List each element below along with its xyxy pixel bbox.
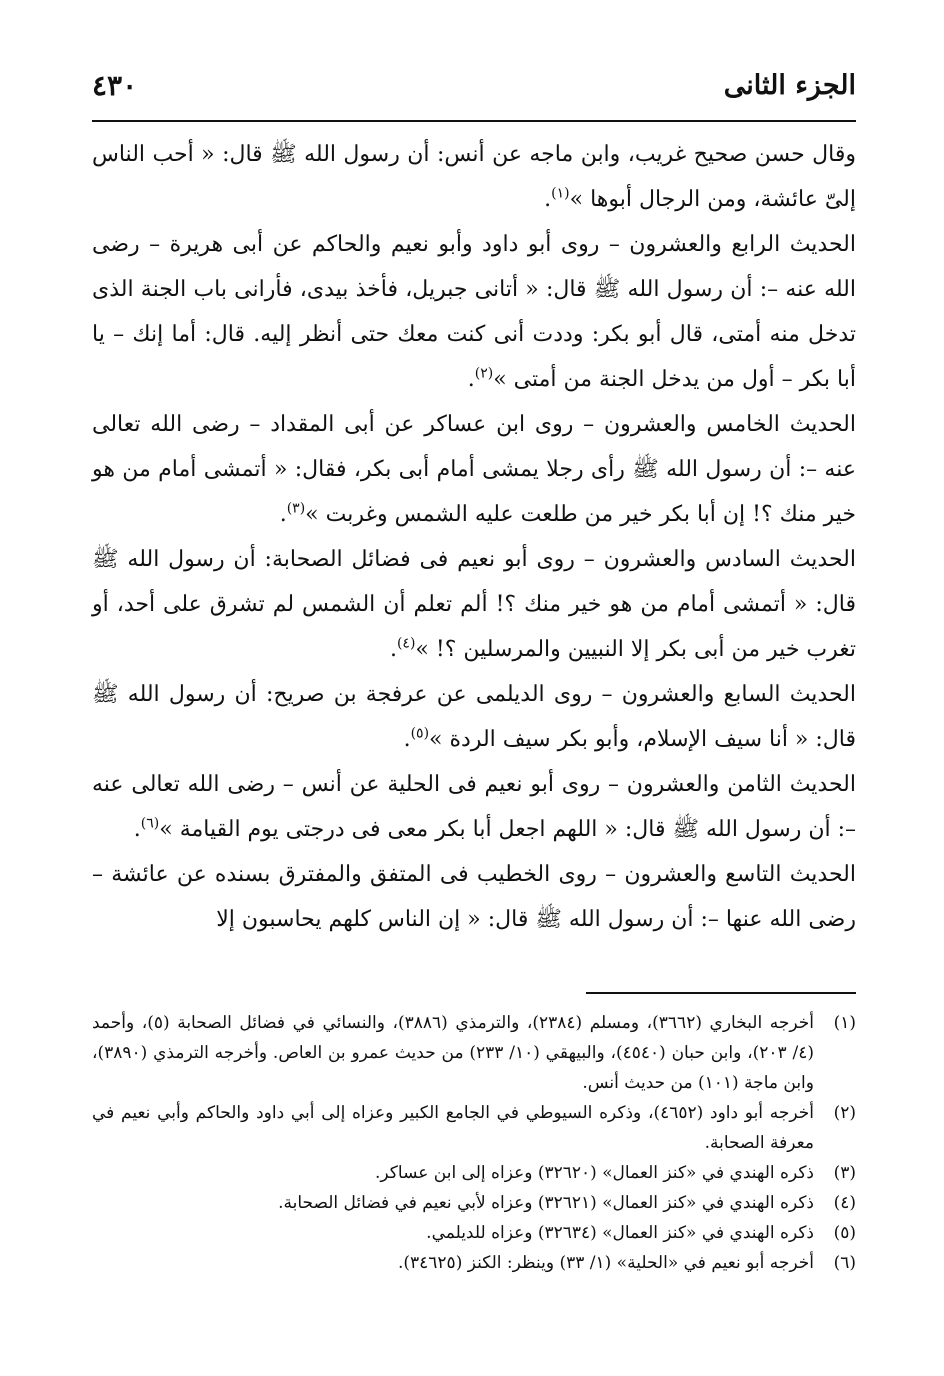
footnote-ref: (٣) <box>286 500 306 517</box>
paragraph-text: الحديث التاسع والعشرون – روى الخطيب فى المتفق والمفترق بسنده عن عائشة – رضى الله عنها –: أن رسول الله ﷺ قال: « إن الناس كلهم يحاسبون إلا <box>92 862 856 932</box>
footnote-text: أخرجه البخاري (٣٦٦٢)، ومسلم (٢٣٨٤)، والترمذي (٣٨٨٦)، والنسائي في فضائل الصحابة (٥)، وأحمد (٤/ ٢٠٣)، وابن حبان (٤٥٤٠)، والبيهقي (١٠/ ٢٣٣) من حديث عمرو بن العاص. وأخرجه الترمذي (٣٨٩٠)، وابن ماجة (١٠١) من حديث أنس. <box>92 1013 815 1093</box>
footnote-number: (٤) <box>833 1193 856 1213</box>
footnote-number: (٢) <box>833 1103 856 1123</box>
paragraph-end: . <box>389 637 397 662</box>
footnote-text: أخرجه أبو داود (٤٦٥٢)، وذكره السيوطي في الجامع الكبير وعزاه إلى أبي داود والحاكم وأبي نعيم في معرفة الصحابة. <box>92 1103 814 1153</box>
footnote-number: (٥) <box>833 1223 856 1243</box>
paragraph <box>92 402 856 537</box>
footnote-ref: (١) <box>551 185 570 202</box>
footnote-number: (١) <box>833 1013 856 1033</box>
footnote-ref: (٥) <box>410 725 430 742</box>
footnote-number: (٣) <box>833 1163 856 1183</box>
volume-title: الجزء الثانى <box>723 70 856 101</box>
footnote-ref: (٤) <box>396 635 416 652</box>
paragraph-end: . <box>544 187 552 212</box>
paragraph-text: الحديث السابع والعشرون – روى الديلمى عن عرفجة بن صريح: أن رسول الله ﷺ قال: « أنا سيف الإسلام، وأبو بكر سيف الردة » <box>92 682 856 752</box>
footnotes <box>92 1008 856 1278</box>
paragraph-end: . <box>279 502 287 527</box>
paragraph-text: الحديث الثامن والعشرون – روى أبو نعيم فى الحلية عن أنس – رضى الله تعالى عنه –: أن رسول الله ﷺ قال: « اللهم اجعل أبا بكر معى فى درجتى يوم القيامة » <box>92 772 856 842</box>
header-divider <box>92 120 856 122</box>
footnote <box>92 1188 856 1218</box>
paragraph <box>92 537 856 672</box>
footnote-text: ذكره الهندي في «كنز العمال» (٣٢٦٢١) وعزاه لأبي نعيم في فضائل الصحابة. <box>278 1193 814 1213</box>
footnote <box>92 1248 856 1278</box>
page-header <box>92 66 856 106</box>
footnote-divider <box>586 992 856 994</box>
paragraph <box>92 132 856 222</box>
footnote-text: أخرجه أبو نعيم في «الحلية» (١/ ٣٣) وينظر: الكنز (٣٤٦٢٥). <box>397 1253 814 1273</box>
paragraph-end: . <box>133 817 141 842</box>
footnote-ref: (٢) <box>474 365 494 382</box>
paragraph <box>92 222 856 402</box>
paragraph-text: الحديث الرابع والعشرون – روى أبو داود وأبو نعيم والحاكم عن أبى هريرة – رضى الله عنه –: أن رسول الله ﷺ قال: « أتانى جبريل، فأخذ بيدى، فأرانى باب الجنة الذى تدخل منه أمتى، قال أبو بكر: وددت أنى كنت معك حتى أنظر إليه. قال: أما إنك – يا أبا بكر – أول من يدخل الجنة من أمتى » <box>92 232 856 392</box>
footnote-text: ذكره الهندي في «كنز العمال» (٣٢٦٣٤) وعزاه للديلمي. <box>426 1223 814 1243</box>
footnote-text: ذكره الهندي في «كنز العمال» (٣٢٦٢٠) وعزاه إلى ابن عساكر. <box>375 1163 814 1183</box>
footnote <box>92 1098 856 1158</box>
footnote <box>92 1218 856 1248</box>
paragraph <box>92 672 856 762</box>
footnote-number: (٦) <box>833 1253 856 1273</box>
paragraph-text: الحديث الخامس والعشرون – روى ابن عساكر عن أبى المقداد – رضى الله تعالى عنه –: أن رسول الله ﷺ رأى رجلا يمشى أمام أبى بكر، فقال: « أتمشى أمام من هو خير منك ؟! إن أبا بكر خير من طلعت عليه الشمس وغربت » <box>92 412 856 527</box>
paragraph-text: وقال حسن صحيح غريب، وابن ماجه عن أنس: أن رسول الله ﷺ قال: « أحب الناس إلىّ عائشة، ومن الرجال أبوها » <box>92 142 856 212</box>
page-number: ٤٣٠ <box>92 69 138 102</box>
paragraph-text: الحديث السادس والعشرون – روى أبو نعيم فى فضائل الصحابة: أن رسول الله ﷺ قال: « أتمشى أمام من هو خير منك ؟! ألم تعلم أن الشمس لم تشرق على أحد، أو تغرب خير من أبى بكر إلا النبيين والمرسلين ؟! » <box>92 547 856 662</box>
paragraph-end: . <box>467 367 475 392</box>
footnote-ref: (٦) <box>140 815 160 832</box>
main-text <box>92 132 856 942</box>
paragraph <box>92 762 856 852</box>
footnote <box>92 1008 856 1098</box>
footnote <box>92 1158 856 1188</box>
paragraph-end: . <box>403 727 411 752</box>
paragraph <box>92 852 856 942</box>
